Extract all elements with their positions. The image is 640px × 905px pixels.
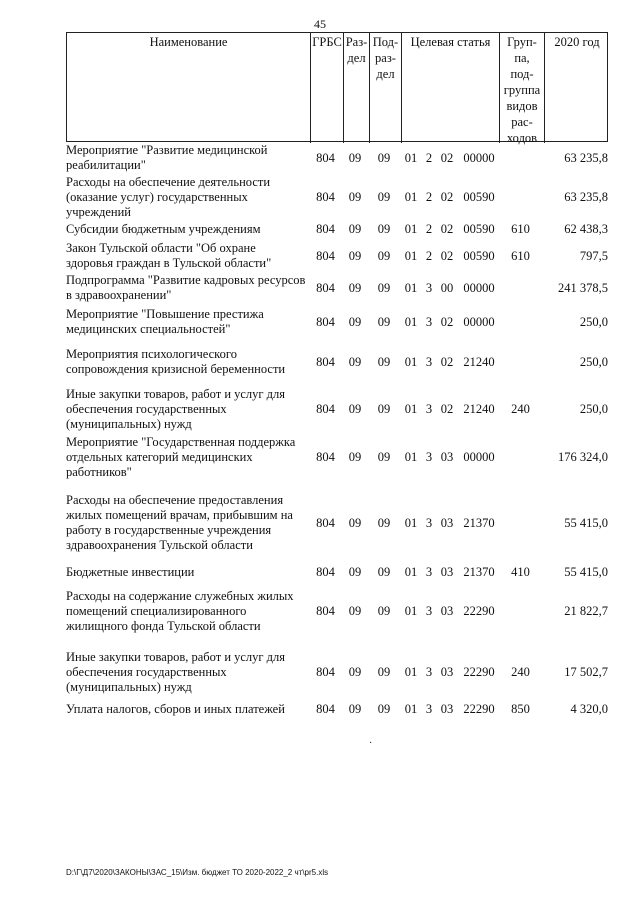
- row-t4: 22290: [463, 702, 495, 716]
- row-t4: 00590: [463, 190, 495, 204]
- row-amount: 21 822,7: [564, 604, 608, 618]
- row-t1: 01: [404, 355, 418, 369]
- row-amount: 250,0: [579, 355, 608, 369]
- row-pr: 09: [377, 222, 391, 236]
- row-t1: 01: [404, 222, 418, 236]
- row-amount: 62 438,3: [564, 222, 608, 236]
- row-grbs: 804: [316, 222, 335, 236]
- row-grbs: 804: [316, 315, 335, 329]
- header-grbs-label: ГРБС: [312, 35, 342, 49]
- row-t4: 00000: [463, 151, 495, 165]
- row-amount: 63 235,8: [564, 190, 608, 204]
- file-path-footer: D:\Г\Д7\2020\ЗАКОНЫ\ЗАС_15\Изм. бюджет ТО 2020-2022_2 чт\pr5.xls: [66, 868, 329, 877]
- table-row: [66, 143, 608, 173]
- row-t3: 02: [440, 315, 454, 329]
- header-group-line2: па,: [514, 51, 530, 65]
- row-name: Субсидии бюджетным учреждениям: [66, 222, 261, 236]
- header-grbs: [310, 33, 343, 143]
- row-vr: 610: [511, 249, 530, 263]
- row-amount: 797,5: [579, 249, 608, 263]
- row-t4: 22290: [463, 665, 495, 679]
- row-t2: 2: [425, 190, 433, 204]
- row-t4: 00590: [463, 222, 495, 236]
- row-amount: 17 502,7: [564, 665, 608, 679]
- row-vr: 610: [511, 222, 530, 236]
- row-rz: 09: [348, 516, 362, 530]
- row-t2: 2: [425, 151, 433, 165]
- row-pr: 09: [377, 315, 391, 329]
- row-name: Мероприятие "Государственная поддержка отдельных категорий медицинских работников": [66, 435, 296, 479]
- row-t3: 03: [440, 665, 454, 679]
- table-row: [66, 222, 608, 237]
- row-t3: 03: [440, 565, 454, 579]
- row-t2: 3: [425, 565, 433, 579]
- row-pr: 09: [377, 516, 391, 530]
- row-t4: 21240: [463, 402, 495, 416]
- row-pr: 09: [377, 665, 391, 679]
- row-pr: 09: [377, 151, 391, 165]
- row-rz: 09: [348, 355, 362, 369]
- row-t1: 01: [404, 402, 418, 416]
- row-amount: 4 320,0: [570, 702, 608, 716]
- table-row: [66, 387, 608, 432]
- row-t3: 02: [440, 190, 454, 204]
- row-t4: 00590: [463, 249, 495, 263]
- row-t4: 21370: [463, 565, 495, 579]
- row-t2: 3: [425, 516, 433, 530]
- header-target-label: Целевая статья: [410, 35, 491, 49]
- row-grbs: 804: [316, 702, 335, 716]
- table-row: [66, 273, 608, 303]
- header-razdel: [343, 33, 369, 143]
- row-t1: 01: [404, 516, 418, 530]
- row-vr: 240: [511, 665, 530, 679]
- row-t1: 01: [404, 281, 418, 295]
- row-t2: 2: [425, 249, 433, 263]
- header-group-line6: рас-: [511, 115, 533, 129]
- row-pr: 09: [377, 249, 391, 263]
- row-name: Подпрограмма "Развитие кадровых ресурсов в здравоохранении": [66, 273, 306, 302]
- row-amount: 55 415,0: [564, 565, 608, 579]
- row-name: Бюджетные инвестиции: [66, 565, 195, 579]
- table-row: [66, 589, 608, 634]
- header-razdel-line1: Раз-: [345, 35, 368, 49]
- row-grbs: 804: [316, 151, 335, 165]
- row-pr: 09: [377, 402, 391, 416]
- page-number: 45: [314, 17, 326, 31]
- row-grbs: 804: [316, 402, 335, 416]
- header-group-line7: ходов: [506, 131, 538, 145]
- row-name: Закон Тульской области "Об охране здоровья граждан в Тульской области": [66, 241, 272, 270]
- row-t2: 3: [425, 355, 433, 369]
- header-target: [401, 33, 499, 143]
- row-t3: 03: [440, 450, 454, 464]
- row-rz: 09: [348, 151, 362, 165]
- row-t2: 3: [425, 402, 433, 416]
- table-row: [66, 307, 608, 337]
- header-name-label: Наименование: [149, 35, 228, 49]
- row-t3: 02: [440, 402, 454, 416]
- row-amount: 176 324,0: [558, 450, 608, 464]
- row-vr: 240: [511, 402, 530, 416]
- header-year-label: 2020 год: [554, 35, 600, 49]
- row-t3: 02: [440, 249, 454, 263]
- row-amount: 55 415,0: [564, 516, 608, 530]
- row-t2: 3: [425, 315, 433, 329]
- row-rz: 09: [348, 281, 362, 295]
- row-grbs: 804: [316, 450, 335, 464]
- row-t1: 01: [404, 151, 418, 165]
- row-pr: 09: [377, 450, 391, 464]
- row-name: Расходы на содержание служебных жилых помещений специализированного жилищного фонда Тульской области: [66, 589, 294, 633]
- row-rz: 09: [348, 665, 362, 679]
- row-rz: 09: [348, 702, 362, 716]
- row-name: Мероприятия психологического сопровождения кризисной беременности: [66, 347, 286, 376]
- row-t1: 01: [404, 249, 418, 263]
- table-row: [66, 650, 608, 695]
- row-rz: 09: [348, 249, 362, 263]
- header-podrazdel-line3: дел: [376, 67, 395, 81]
- row-pr: 09: [377, 281, 391, 295]
- row-pr: 09: [377, 190, 391, 204]
- row-pr: 09: [377, 565, 391, 579]
- row-t1: 01: [404, 190, 418, 204]
- row-name: Расходы на обеспечение предоставления жилых помещений врачам, прибывшим на работу в государственные учреждения здравоохранения Тульской области: [66, 493, 293, 552]
- header-podrazdel-line2: раз-: [375, 51, 396, 65]
- table-row: [66, 493, 608, 553]
- row-pr: 09: [377, 702, 391, 716]
- row-pr: 09: [377, 355, 391, 369]
- header-name: [67, 33, 310, 143]
- row-t1: 01: [404, 702, 418, 716]
- row-grbs: 804: [316, 604, 335, 618]
- row-t1: 01: [404, 665, 418, 679]
- row-rz: 09: [348, 565, 362, 579]
- row-t2: 3: [425, 604, 433, 618]
- row-t4: 21240: [463, 355, 495, 369]
- row-name: Расходы на обеспечение деятельности (оказание услуг) государственных учреждений: [66, 175, 271, 219]
- row-name: Уплата налогов, сборов и иных платежей: [66, 702, 285, 716]
- table-row: [66, 565, 608, 580]
- row-name: Мероприятие "Повышение престижа медицинских специальностей": [66, 307, 264, 336]
- row-t3: 02: [440, 222, 454, 236]
- header-podrazdel: [369, 33, 401, 143]
- row-pr: 09: [377, 604, 391, 618]
- row-t3: 02: [440, 151, 454, 165]
- stray-dot: ·: [369, 738, 373, 749]
- header-group-line1: Груп-: [507, 35, 537, 49]
- row-grbs: 804: [316, 281, 335, 295]
- row-t4: 22290: [463, 604, 495, 618]
- row-t2: 3: [425, 450, 433, 464]
- row-t3: 03: [440, 702, 454, 716]
- row-vr: 850: [511, 702, 530, 716]
- row-t2: 3: [425, 665, 433, 679]
- row-t2: 3: [425, 702, 433, 716]
- table-header: [66, 32, 608, 145]
- row-t1: 01: [404, 604, 418, 618]
- row-t2: 2: [425, 222, 433, 236]
- row-amount: 241 378,5: [558, 281, 608, 295]
- table-row: [66, 435, 608, 480]
- header-group-line5: видов: [506, 99, 538, 113]
- row-t1: 01: [404, 450, 418, 464]
- table-row: [66, 175, 608, 220]
- row-t2: 3: [425, 281, 433, 295]
- row-t3: 03: [440, 516, 454, 530]
- header-group-line3: под-: [510, 67, 534, 81]
- row-rz: 09: [348, 315, 362, 329]
- row-rz: 09: [348, 604, 362, 618]
- row-t4: 21370: [463, 516, 495, 530]
- row-amount: 63 235,8: [564, 151, 608, 165]
- row-amount: 250,0: [579, 402, 608, 416]
- row-t1: 01: [404, 315, 418, 329]
- row-t3: 02: [440, 355, 454, 369]
- row-grbs: 804: [316, 516, 335, 530]
- row-grbs: 804: [316, 249, 335, 263]
- row-vr: 410: [511, 565, 530, 579]
- table-row: [66, 702, 608, 717]
- row-rz: 09: [348, 190, 362, 204]
- row-rz: 09: [348, 402, 362, 416]
- row-t4: 00000: [463, 315, 495, 329]
- row-rz: 09: [348, 450, 362, 464]
- table-row: [66, 347, 608, 377]
- header-razdel-line2: дел: [347, 51, 366, 65]
- row-grbs: 804: [316, 190, 335, 204]
- row-amount: 250,0: [579, 315, 608, 329]
- header-group: [499, 33, 544, 143]
- row-t3: 03: [440, 604, 454, 618]
- header-group-line4: группа: [503, 83, 541, 97]
- row-t3: 00: [440, 281, 454, 295]
- row-grbs: 804: [316, 565, 335, 579]
- row-rz: 09: [348, 222, 362, 236]
- row-name: Иные закупки товаров, работ и услуг для обеспечения государственных (муниципальных) нужд: [66, 387, 286, 431]
- row-grbs: 804: [316, 355, 335, 369]
- row-t4: 00000: [463, 281, 495, 295]
- row-t1: 01: [404, 565, 418, 579]
- table-row: [66, 241, 608, 271]
- header-podrazdel-line1: Под-: [372, 35, 399, 49]
- header-year: [544, 33, 609, 143]
- row-t4: 00000: [463, 450, 495, 464]
- row-grbs: 804: [316, 665, 335, 679]
- row-name: Иные закупки товаров, работ и услуг для обеспечения государственных (муниципальных) нужд: [66, 650, 286, 694]
- row-name: Мероприятие "Развитие медицинской реабилитации": [66, 143, 268, 172]
